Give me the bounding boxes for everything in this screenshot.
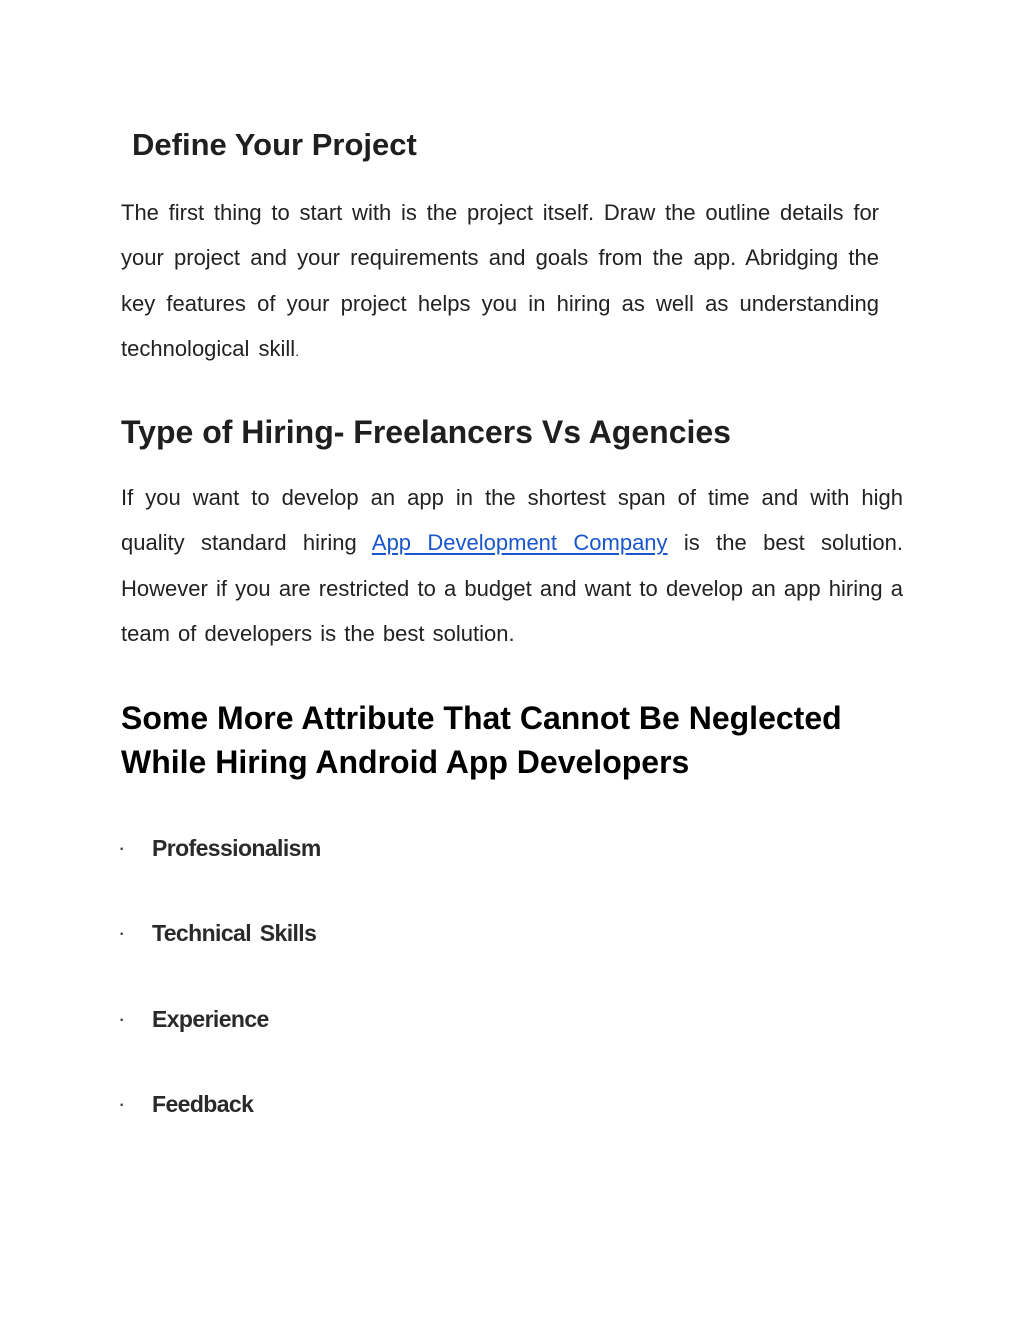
bullet-icon: ·	[118, 1091, 126, 1116]
bullet-icon: ·	[118, 1006, 126, 1031]
bullet-icon: ·	[118, 835, 126, 860]
app-development-company-link[interactable]: App Development Company	[371, 530, 668, 556]
bullet-icon: ·	[118, 920, 126, 945]
list-item-label: Professionalism	[152, 835, 321, 861]
list-item-label: Feedback	[152, 1091, 254, 1117]
heading-define-your-project: Define Your Project	[132, 127, 417, 162]
list-item-label: Technical Skills	[152, 920, 317, 946]
list-item-label: Experience	[152, 1006, 269, 1032]
heading-more-attributes-line2: While Hiring Android App Developers	[121, 744, 690, 780]
paragraph-type-of-hiring-text-after: is the best solution. However if you are restricted to a budget and want to develop an app hiring a team of developers is the best solution.	[121, 530, 903, 646]
heading-more-attributes-line1: Some More Attribute That Cannot Be Neglected	[121, 700, 842, 736]
paragraph-define-your-project-text: The first thing to start with is the project itself. Draw the outline details for your project and your requirements and goals from the app. Abridging the key features of your project helps you in hiring as well as understanding technological skill	[121, 200, 879, 361]
paragraph-end-mark: .	[295, 342, 300, 359]
paragraph-type-of-hiring	[121, 475, 903, 656]
paragraph-define-your-project	[121, 190, 879, 374]
heading-type-of-hiring: Type of Hiring- Freelancers Vs Agencies	[121, 414, 731, 450]
paragraph-type-of-hiring-text-before: If you want to develop an app in the shortest span of time and with high quality standard hiring	[121, 485, 903, 556]
